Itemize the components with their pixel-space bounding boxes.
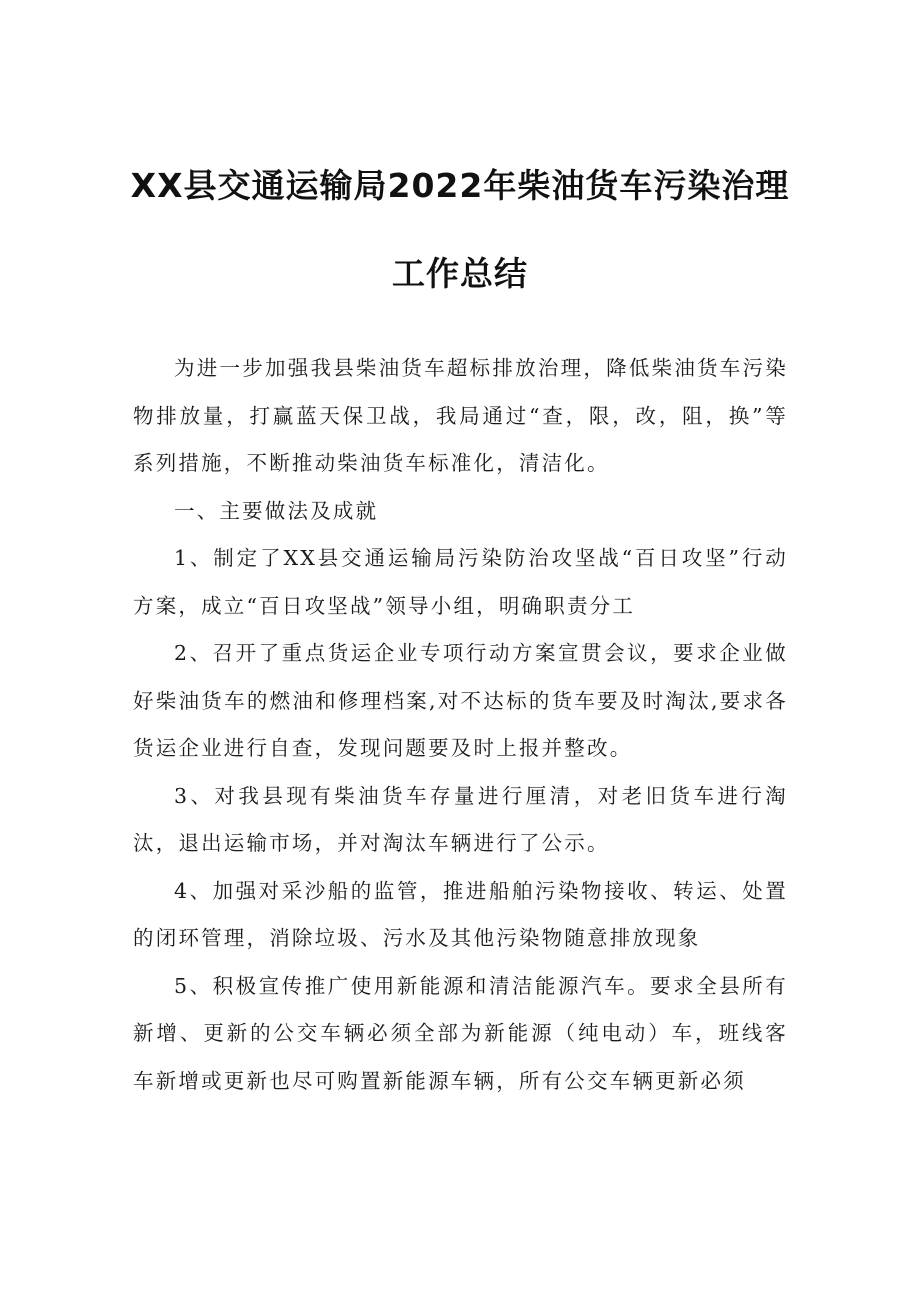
intro-paragraph: 为进一步加强我县柴油货车超标排放治理，降低柴油货车污染物排放量，打赢蓝天保卫战，我局通过“查，限，改，阻，换”等系列措施，不断推动柴油货车标准化，清洁化。 bbox=[133, 356, 788, 475]
document-title-line-2: 工作总结 bbox=[392, 254, 528, 293]
document-title-line-1: XX县交通运输局2022年柴油货车污染治理 bbox=[130, 166, 790, 205]
list-item-4: 4、加强对采沙船的监管，推进船舶污染物接收、转运、处置的闭环管理，消除垃圾、污水及其他污染物随意排放现象 bbox=[133, 878, 788, 950]
document-body bbox=[133, 345, 788, 1105]
list-item-3: 3、对我县现有柴油货车存量进行厘清，对老旧货车进行淘汰，退出运输市场，并对淘汰车辆进行了公示。 bbox=[133, 783, 788, 855]
list-item-1: 1、制定了XX县交通运输局污染防治攻坚战“百日攻坚”行动方案，成立“百日攻坚战”领导小组，明确职责分工 bbox=[133, 546, 788, 618]
section-heading: 一、主要做法及成就 bbox=[174, 498, 379, 523]
list-item-5: 5、积极宣传推广使用新能源和清洁能源汽车。要求全县所有新增、更新的公交车辆必须全部为新能源（纯电动）车，班线客车新增或更新也尽可购置新能源车辆，所有公交车辆更新必须 bbox=[133, 973, 788, 1093]
list-item-2: 2、召开了重点货运企业专项行动方案宣贯会议，要求企业做好柴油货车的燃油和修理档案,对不达标的货车要及时淘汰,要求各货运企业进行自查，发现问题要及时上报并整改。 bbox=[133, 641, 788, 760]
